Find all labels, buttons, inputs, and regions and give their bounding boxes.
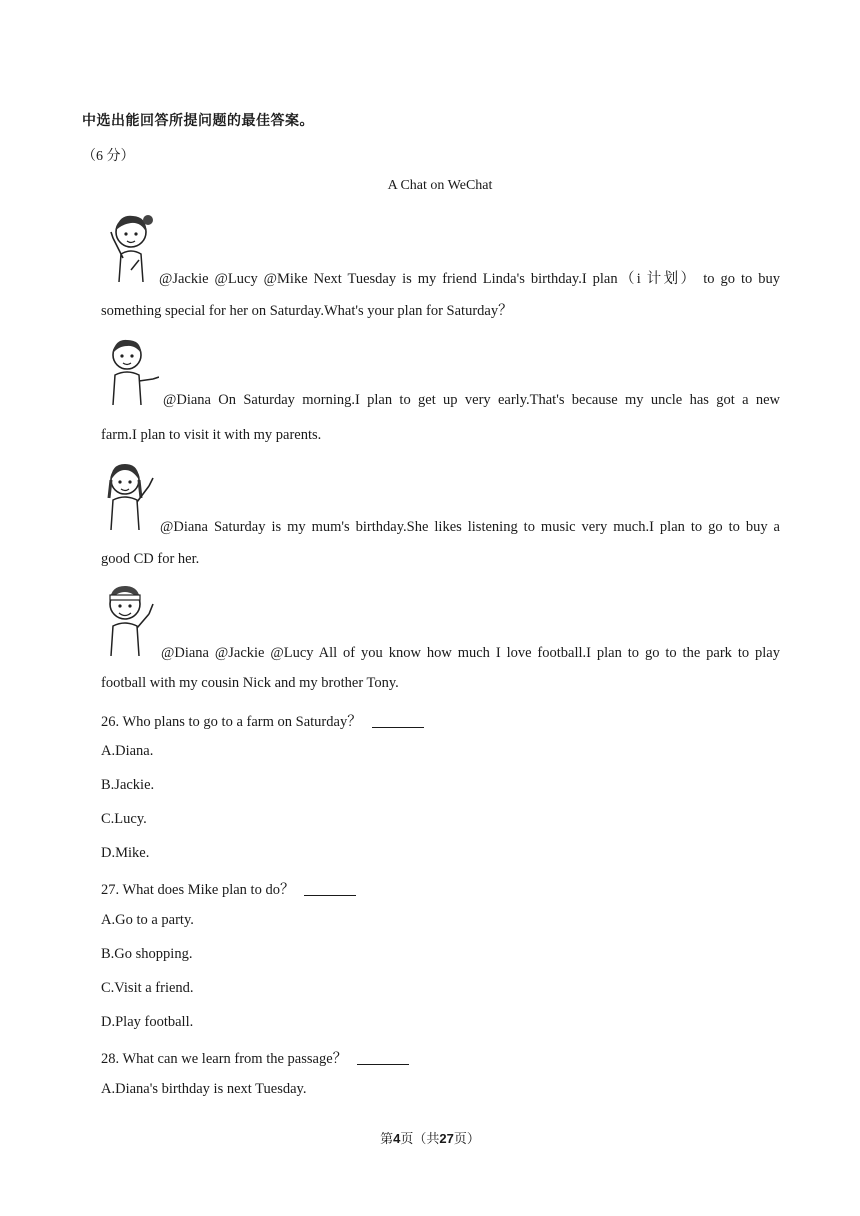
question-stem: 26. Who plans to go to a farm on Saturday？: [101, 714, 362, 730]
girl-avatar-icon-2: [101, 458, 159, 534]
page-total: 27: [439, 1131, 454, 1146]
message-3-line-2: good CD for her.: [101, 551, 200, 567]
question-28: [101, 1047, 409, 1068]
option-26-b: B.Jackie.: [101, 777, 155, 793]
message-4-line-2: football with my cousin Nick and my brother Tony.: [101, 675, 399, 691]
option-26-a: A.Diana.: [101, 743, 154, 759]
page-footer: [0, 1128, 860, 1147]
question-stem: 28. What can we learn from the passage？: [101, 1051, 348, 1067]
section-heading: 中选出能回答所提问题的最佳答案。: [82, 113, 314, 129]
footer-prefix: 第: [380, 1131, 394, 1146]
message-2-line-2: farm.I plan to visit it with my parents.: [101, 427, 322, 443]
question-26: [101, 710, 424, 731]
answer-blank: [372, 727, 424, 728]
option-26-c: C.Lucy.: [101, 811, 147, 827]
boy-avatar-icon: [101, 333, 159, 409]
option-27-d: D.Play football.: [101, 1014, 194, 1030]
footer-middle: 页（共: [400, 1131, 440, 1146]
message-3-line-1: @Diana Saturday is my mum's birthday.She likes listening to music very much.I plan to go to buy a: [160, 519, 780, 535]
footer-suffix: 页）: [453, 1131, 480, 1146]
option-27-c: C.Visit a friend.: [101, 980, 194, 996]
message-4-line-1: @Diana @Jackie @Lucy All of you know how much I love football.I plan to go to the park to play: [161, 645, 780, 661]
option-27-a: A.Go to a party.: [101, 912, 194, 928]
message-1-line-1: @Jackie @Lucy @Mike Next Tuesday is my friend Linda's birthday.I plan（i 计划） to go to buy: [159, 271, 780, 287]
message-1-line-2: something special for her on Saturday.What's your plan for Saturday？: [101, 303, 513, 319]
option-27-b: B.Go shopping.: [101, 946, 193, 962]
answer-blank: [304, 895, 356, 896]
page-number: 4: [393, 1131, 401, 1146]
option-28-a: A.Diana's birthday is next Tuesday.: [101, 1081, 307, 1097]
question-stem: 27. What does Mike plan to do？: [101, 882, 295, 898]
score-label: （6 分）: [82, 149, 135, 164]
answer-blank: [357, 1064, 409, 1065]
question-27: [101, 878, 356, 899]
passage-title: A Chat on WeChat: [387, 178, 493, 193]
message-2-line-1: @Diana On Saturday morning.I plan to get up very early.That's because my uncle has got a new: [163, 392, 780, 408]
girl-avatar-icon: [101, 208, 159, 284]
option-26-d: D.Mike.: [101, 845, 150, 861]
boy-headband-avatar-icon: [101, 582, 159, 658]
